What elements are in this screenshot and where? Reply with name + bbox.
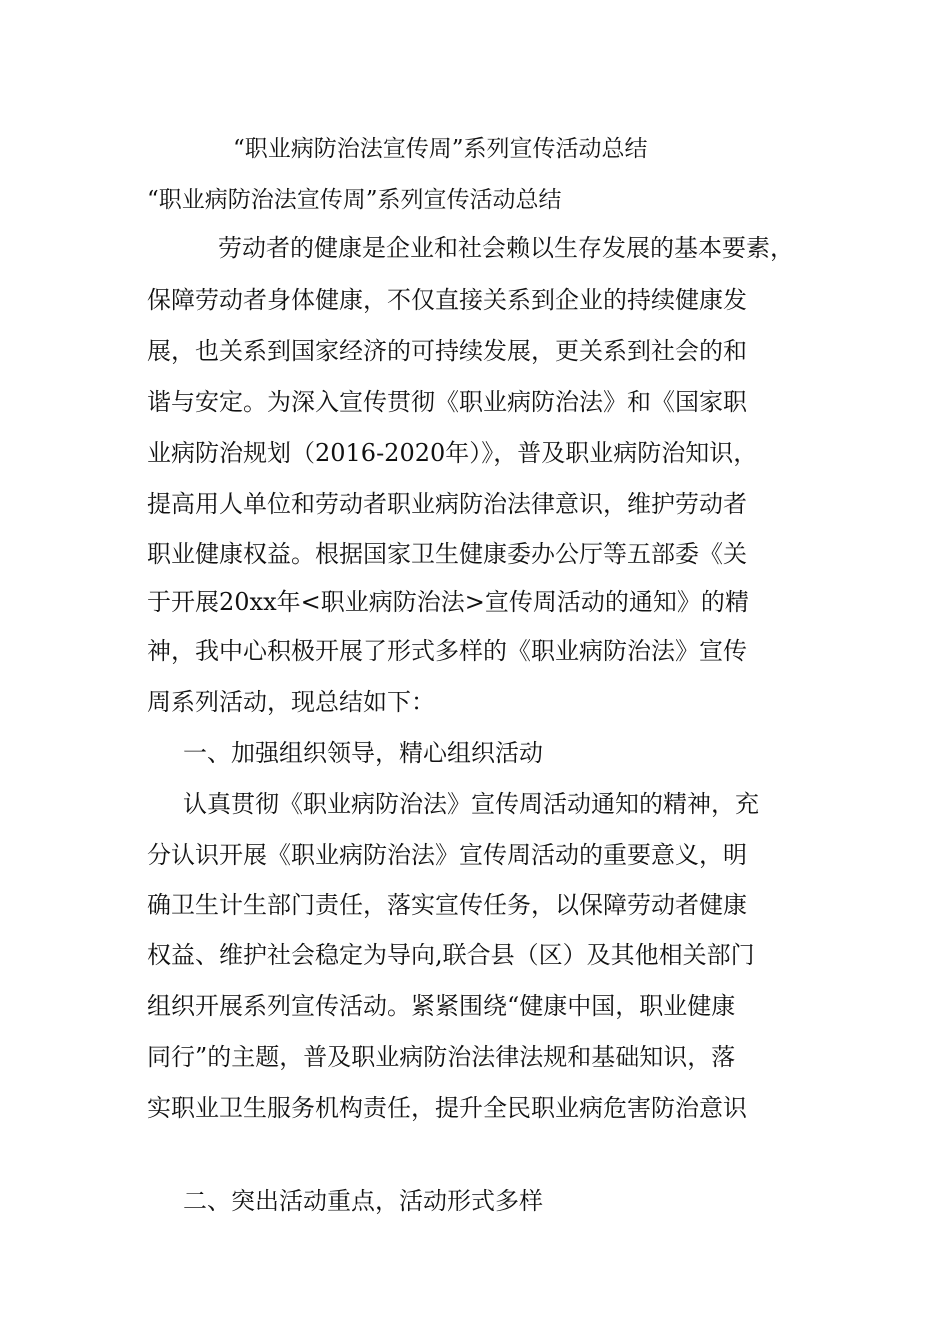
paragraph1-line: 提高用人单位和劳动者职业病防治法律意识，维护劳动者 (147, 490, 747, 518)
paragraph2-line: 确卫生计生部门责任，落实宣传任务，以保障劳动者健康 (147, 891, 747, 919)
paragraph2-line: 权益、维护社会稳定为导向,联合县（区）及其他相关部门 (147, 941, 755, 969)
section-heading-2: 二、突出活动重点，活动形式多样 (183, 1187, 543, 1215)
paragraph2-line: 认真贯彻《职业病防治法》宣传周活动通知的精神，充 (183, 790, 759, 818)
document-title: “职业病防治法宣传周”系列宣传活动总结 (233, 136, 648, 162)
paragraph2-line: 分认识开展《职业病防治法》宣传周活动的重要意义，明 (147, 841, 747, 869)
paragraph1-line: 保障劳动者身体健康，不仅直接关系到企业的持续健康发 (147, 286, 747, 314)
paragraph1-line: 职业健康权益。根据国家卫生健康委办公厅等五部委《关 (147, 540, 747, 568)
paragraph1-line: 劳动者的健康是企业和社会赖以生存发展的基本要素， (218, 234, 794, 262)
section-heading-1: 一、加强组织领导，精心组织活动 (183, 739, 543, 767)
paragraph1-line: 神，我中心积极开展了形式多样的《职业病防治法》宣传 (147, 637, 747, 665)
paragraph1-line: 业病防治规划（2016-2020年）》，普及职业病防治知识， (147, 439, 758, 467)
paragraph2-line: 同行”的主题，普及职业病防治法律法规和基础知识，落 (147, 1043, 736, 1071)
paragraph1-line: 周系列活动，现总结如下： (147, 688, 435, 716)
paragraph1-line: 谐与安定。为深入宣传贯彻《职业病防治法》和《国家职 (147, 388, 747, 416)
paragraph2-line: 实职业卫生服务机构责任，提升全民职业病危害防治意识 (147, 1094, 747, 1122)
document-subtitle: “职业病防治法宣传周”系列宣传活动总结 (147, 187, 562, 213)
paragraph1-line: 于开展20xx年<职业病防治法>宣传周活动的通知》的精 (147, 588, 749, 616)
paragraph2-line: 组织开展系列宣传活动。紧紧围绕“健康中国，职业健康 (147, 992, 736, 1020)
paragraph1-line: 展，也关系到国家经济的可持续发展，更关系到社会的和 (147, 337, 747, 365)
